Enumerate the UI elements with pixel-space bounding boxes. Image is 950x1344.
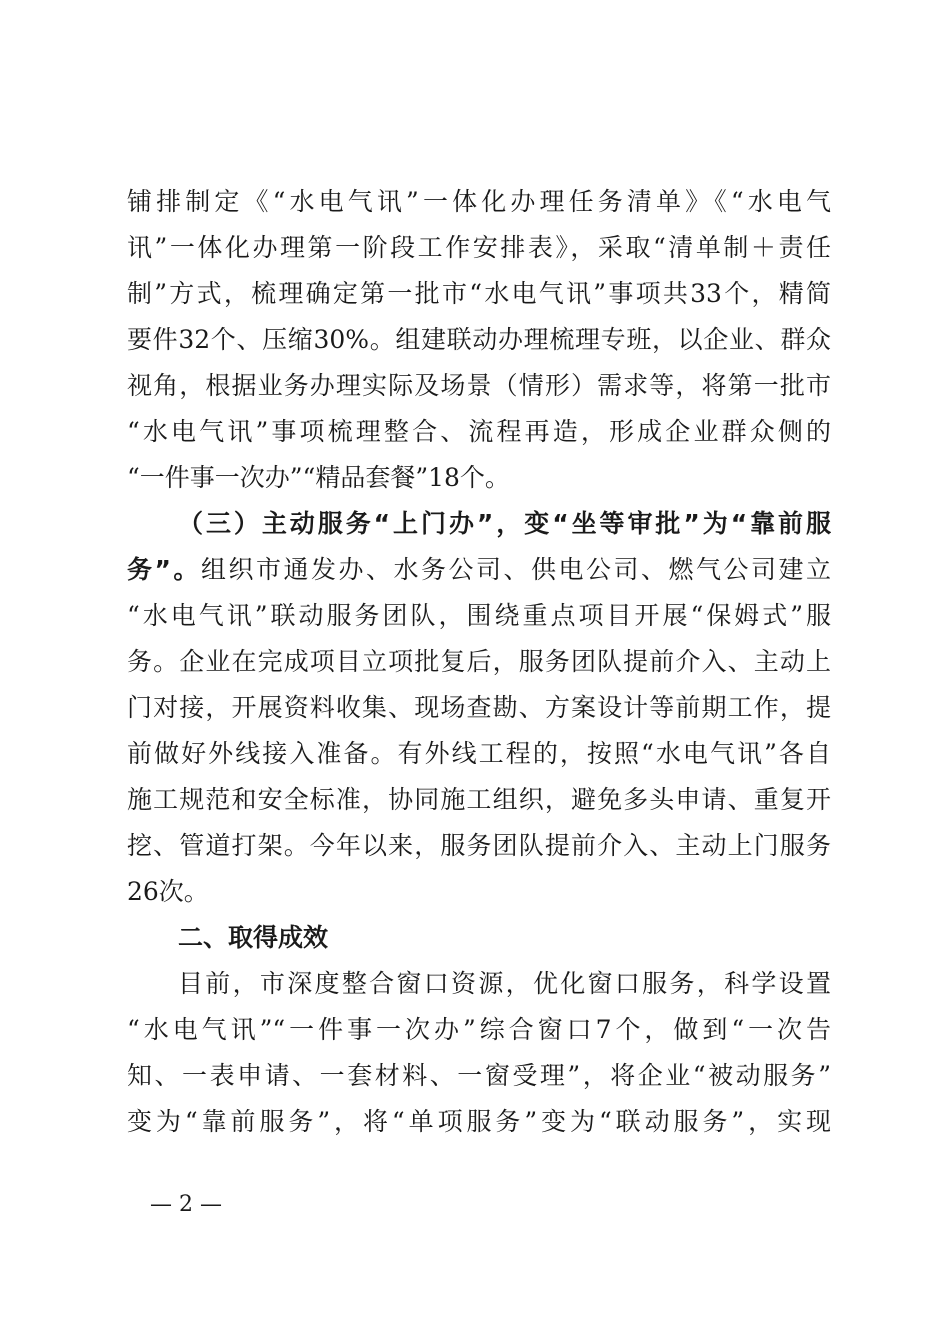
section-title: （三）主动服务“上门办”，变“坐等审批”为“靠前服 xyxy=(178,509,831,538)
text-line: 目前，市深度整合窗口资源，优化窗口服务，科学设置 xyxy=(178,969,831,998)
section-title-end: 务”。 xyxy=(127,555,201,584)
text-line: “水电气讯”事项梳理整合、流程再造，形成企业群众侧的 xyxy=(127,417,831,446)
text-line: 务。企业在完成项目立项批复后，服务团队提前介入、主动上 xyxy=(127,647,831,676)
text-line: 制”方式，梳理确定第一批市“水电气讯”事项共33个，精简 xyxy=(127,279,831,308)
text-line: “水电气讯”“一件事一次办”综合窗口7个，做到“一次告 xyxy=(127,1015,831,1044)
text-line: 铺排制定《“水电气讯”一体化办理任务清单》《“水电气 xyxy=(127,187,831,216)
text-line: 视角，根据业务办理实际及场景（情形）需求等，将第一批市 xyxy=(127,371,831,400)
text-line: 门对接，开展资料收集、现场查勘、方案设计等前期工作，提 xyxy=(127,693,831,722)
page-number: — 2 — xyxy=(150,1192,222,1217)
text-line: 变为“靠前服务”，将“单项服务”变为“联动服务”，实现 xyxy=(127,1107,831,1136)
text-line: 26次。 xyxy=(127,877,209,906)
text-line: 前做好外线接入准备。有外线工程的，按照“水电气讯”各自 xyxy=(127,739,831,768)
text-line: 讯”一体化办理第一阶段工作安排表》，采取“清单制＋责任 xyxy=(127,233,831,262)
text-line: “水电气讯”联动服务团队，围绕重点项目开展“保姆式”服 xyxy=(127,601,831,630)
text-line: 知、一表申请、一套材料、一窗受理”，将企业“被动服务” xyxy=(127,1061,831,1090)
text-line: “一件事一次办”“精品套餐”18个。 xyxy=(127,463,510,492)
text-line: 施工规范和安全标准，协同施工组织，避免多头申请、重复开 xyxy=(127,785,831,814)
text-line: 挖、管道打架。今年以来，服务团队提前介入、主动上门服务 xyxy=(127,831,831,860)
section-heading: 二、取得成效 xyxy=(178,923,329,952)
text-span: 组织市通发办、水务公司、供电公司、燃气公司建立 xyxy=(200,555,831,584)
text-line: 要件32个、压缩30%。组建联动办理梳理专班，以企业、群众 xyxy=(127,325,831,354)
text-line xyxy=(127,546,831,593)
